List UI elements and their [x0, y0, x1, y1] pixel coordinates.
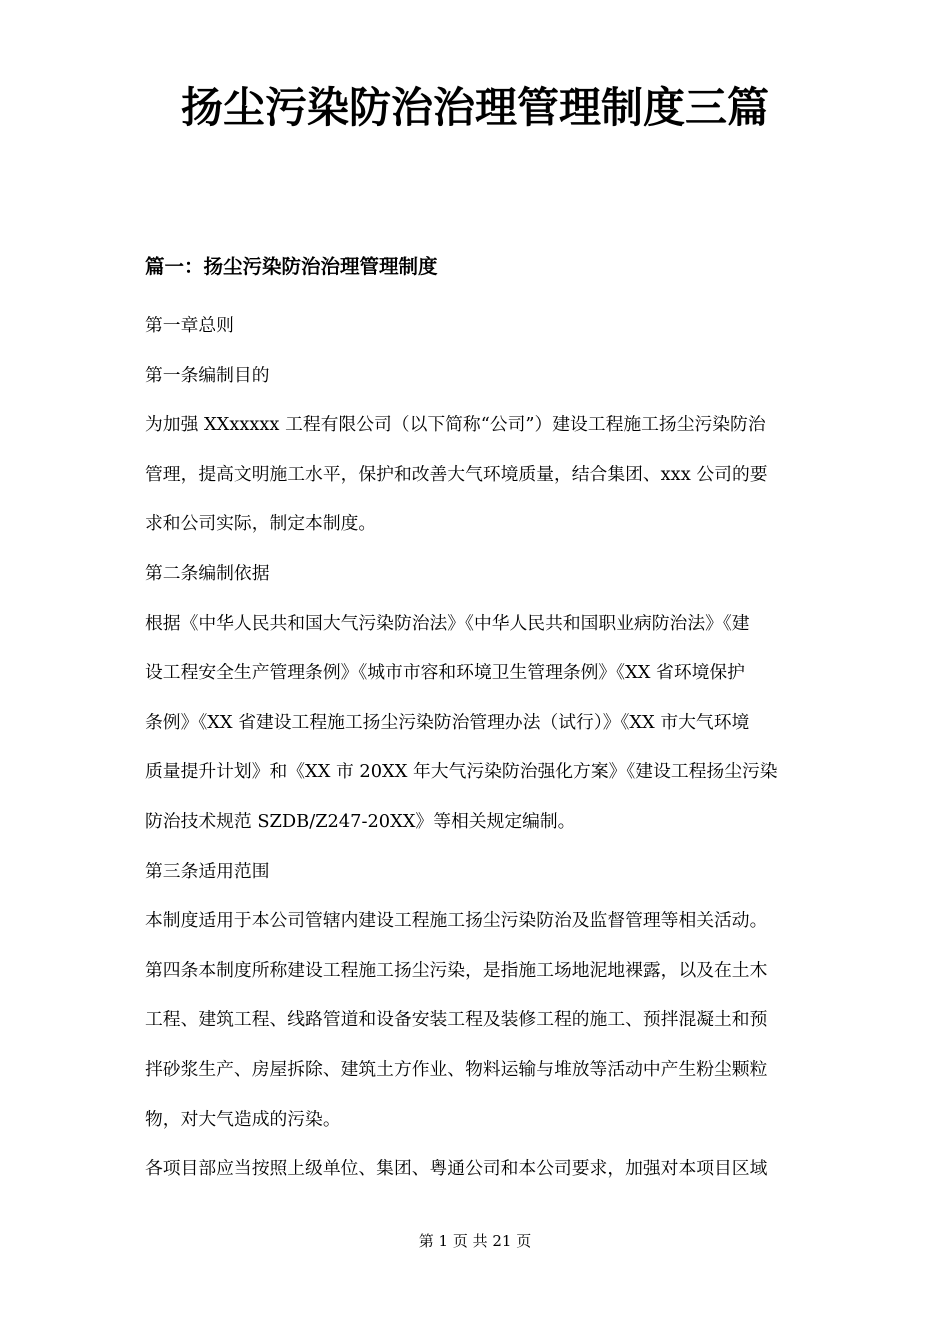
page-number-footer: 第 1 页 共 21 页 [418, 1232, 532, 1250]
body-line: 物，对大气造成的污染。 [145, 1108, 341, 1130]
body-line: 根据《中华人民共和国大气污染防治法》《中华人民共和国职业病防治法》《建 [145, 612, 750, 634]
body-line: 设工程安全生产管理条例》《城市市容和环境卫生管理条例》《XX 省环境保护 [145, 662, 745, 684]
body-line: 拌砂浆生产、房屋拆除、建筑土方作业、物料运输与堆放等活动中产生粉尘颗粒 [145, 1058, 768, 1080]
body-line: 第一章总则 [145, 315, 234, 336]
body-line: 管理，提高文明施工水平，保护和改善大气环境质量，结合集团、xxx 公司的要 [145, 463, 768, 485]
section-heading: 篇一：扬尘污染防治治理管理制度 [145, 255, 438, 278]
body-line: 条例》《XX 省建设工程施工扬尘污染防治管理办法（试行）》《XX 市大气环境 [145, 711, 750, 733]
body-line: 第三条适用范围 [145, 860, 270, 882]
body-line: 第四条本制度所称建设工程施工扬尘污染，是指施工场地泥地裸露，以及在土木 [145, 959, 768, 981]
body-line: 为加强 XXxxxxx 工程有限公司（以下简称“公司”）建设工程施工扬尘污染防治 [145, 414, 766, 436]
document-title: 扬尘污染防治治理管理制度三篇 [180, 83, 769, 132]
body-line: 工程、建筑工程、线路管道和设备安装工程及装修工程的施工、预拌混凝土和预 [145, 1009, 768, 1031]
body-line: 质量提升计划》和《XX 市 20XX 年大气污染防治强化方案》《建设工程扬尘污染 [145, 761, 778, 783]
body-line: 求和公司实际，制定本制度。 [145, 513, 377, 535]
body-line: 第二条编制依据 [145, 562, 270, 584]
body-line: 防治技术规范 SZDB/Z247-20XX》等相关规定编制。 [145, 810, 576, 832]
body-line: 第一条编制目的 [145, 364, 270, 386]
document-body [145, 312, 825, 1205]
body-line: 本制度适用于本公司管辖内建设工程施工扬尘污染防治及监督管理等相关活动。 [145, 910, 768, 932]
body-line: 各项目部应当按照上级单位、集团、粤通公司和本公司要求，加强对本项目区域 [145, 1158, 768, 1180]
